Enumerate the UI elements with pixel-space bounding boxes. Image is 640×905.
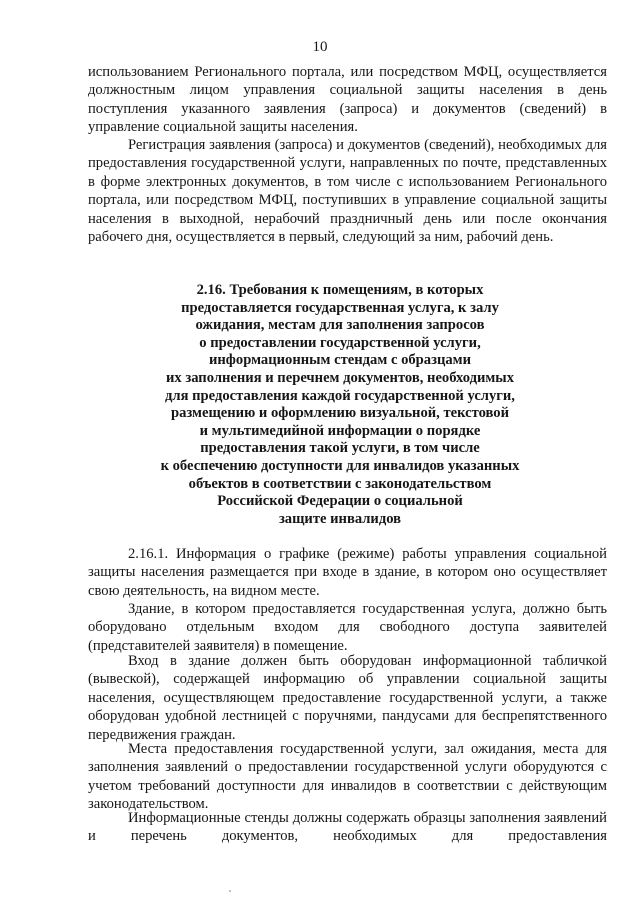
paragraph-information-stands <box>88 809 607 846</box>
paragraph-registration-continuation: использованием Регионального портала, или посредством МФЦ, осуществляется должностным лицом управления социальной защиты населения в день поступления указанного заявления (запроса) и документов (сведений) в управление социальной защиты населения. <box>88 64 607 136</box>
paragraph-registration-weekend: Регистрация заявления (запроса) и документов (сведений), необходимых для предоставления государственной услуги, направленных по почте, представленных в форме электронных документов, в том числе с использованием Регионального портала, или посредством МФЦ, поступивших в управление социальной защиты населения в выходной, нерабочий праздничный день или после окончания рабочего дня, осуществляется в первый, следующий за ним, рабочий день. <box>88 137 607 246</box>
heading-line: Российской Федерации о социальной <box>217 493 463 510</box>
heading-line: ожидания, местам для заполнения запросов <box>195 317 485 334</box>
heading-line: размещению и оформлению визуальной, текстовой <box>170 405 510 422</box>
paragraph-entrance-signage: Вход в здание должен быть оборудован информационной табличкой (вывеской), содержащей информацию об управлении социальной защиты населения, осуществляющем предоставление государственной услуги, а также оборудован удобной лестницей с поручнями, пандусами для беспрепятственного передвижения граждан. <box>88 653 607 743</box>
page-number: 10 <box>312 39 328 55</box>
heading-line: защите инвалидов <box>278 510 402 527</box>
heading-line: предоставляется государственная услуга, к залу <box>181 299 499 316</box>
heading-line: предоставления такой услуги, в том числе <box>200 440 480 457</box>
heading-line: для предоставления каждой государственной услуги, <box>165 387 515 404</box>
heading-line: их заполнения и перечнем документов, необходимых <box>165 369 514 386</box>
scan-speck <box>229 890 231 892</box>
heading-line: к обеспечению доступности для инвалидов указанных <box>160 457 520 474</box>
section-heading-2-16 <box>130 282 550 528</box>
paragraph-accessibility-places: Места предоставления государственной услуги, зал ожидания, места для заполнения заявлений о предоставлении государственной услуги оборудуются с учетом требований доступности для инвалидов в соответствии с действующим законодательством. <box>88 741 607 813</box>
heading-line: и мультимедийной информации о порядке <box>199 422 481 439</box>
heading-line: объектов в соответствии с законодательством <box>188 475 492 492</box>
heading-line: о предоставлении государственной услуги, <box>199 334 481 351</box>
heading-line: 2.16. Требования к помещениям, в которых <box>196 282 484 298</box>
heading-line: информационным стендам с образцами <box>208 352 471 369</box>
paragraph-building-entrance: Здание, в котором предоставляется государственная услуга, должно быть оборудовано отдельным входом для свободного доступа заявителей (представителей заявителя) в помещение. <box>88 601 607 654</box>
paragraph-2-16-1-schedule-info: 2.16.1. Информация о графике (режиме) работы управления социальной защиты населения размещается при входе в здание, в котором оно осуществляет свою деятельность, на видном месте. <box>88 546 607 599</box>
paragraph-information-stands-text: Информационные стенды должны содержать образцы заполнения заявлений и перечень документов, необходимых для предоставления <box>88 810 607 845</box>
